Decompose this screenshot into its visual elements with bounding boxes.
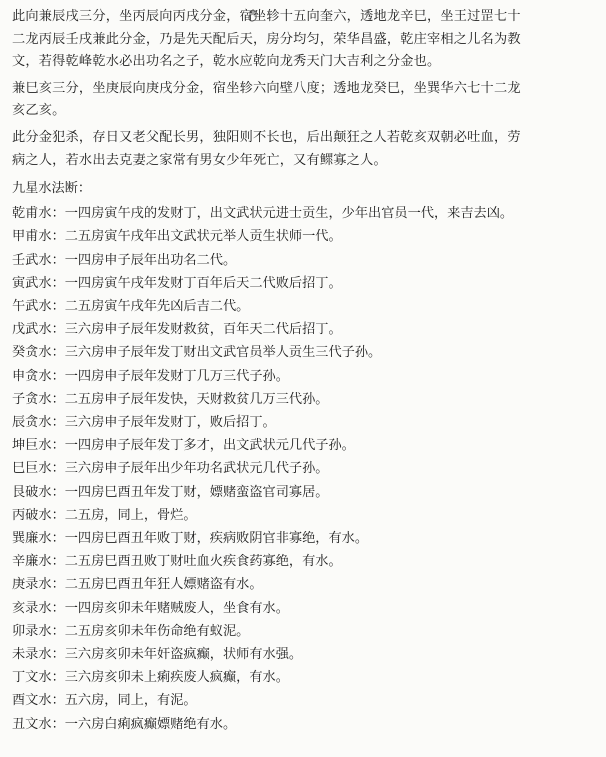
list-item	[12, 597, 588, 620]
item-colon: ：	[51, 531, 65, 546]
item-name: 未录水	[12, 647, 52, 663]
list-item	[12, 573, 588, 596]
item-text: 二五房巳酉丑败丁财吐血火疾食药寡绝，有水。	[64, 554, 342, 570]
item-colon: ：	[51, 623, 65, 639]
list-item	[12, 318, 588, 341]
item-text: 一四房巳酉丑年发丁财，嫖赌蛮盗官司寡居。	[64, 484, 329, 500]
item-name: 庚录水	[12, 577, 52, 593]
item-name: 甲甫水	[12, 229, 52, 245]
item-text: 一六房白痢疯癫嫖赌绝有水。	[64, 716, 237, 732]
item-name: 申贪水	[12, 368, 52, 384]
item-text: 三六房申子辰年发财丁，败后招丁。	[64, 414, 276, 430]
list-item	[12, 643, 588, 666]
item-text: 五六房，同上，有泥。	[64, 693, 197, 709]
list-item	[12, 341, 588, 364]
item-name: 午武水	[12, 298, 52, 314]
item-colon: ：	[51, 252, 65, 268]
item-colon: ：	[51, 670, 65, 686]
item-name: 丁文水	[12, 670, 52, 686]
list-item	[12, 527, 588, 550]
list-item	[12, 550, 588, 573]
paragraph-line: 文，若得乾峰乾水必出功名之子，乾水应乾向龙秀天门大吉利之分金也。	[12, 54, 441, 70]
item-colon: ：	[51, 368, 65, 384]
item-colon: ：	[51, 484, 65, 500]
item-text: 二五房寅午戌年先凶后吉二代。	[64, 298, 250, 314]
item-colon: ：	[51, 298, 65, 314]
item-name: 巳巨水	[12, 461, 52, 477]
item-text: 一四房申子辰年出功名二代。	[64, 252, 237, 268]
list-item	[12, 365, 588, 388]
item-name: 戊武水	[12, 322, 52, 338]
item-colon: ：	[51, 716, 65, 732]
list-item	[12, 202, 588, 225]
list-item	[12, 457, 588, 480]
list-item	[12, 689, 588, 712]
paragraph	[12, 78, 588, 123]
list-item	[12, 249, 588, 272]
item-text: 二五房亥卯未年伤命绝有蚁泥。	[64, 623, 250, 639]
list-item	[12, 434, 588, 457]
item-text: 一四房寅午戌年发财丁百年后天二代败后招丁。	[64, 275, 342, 291]
item-name: 巽廉水	[12, 531, 52, 546]
item-name: 乾甫水	[12, 206, 52, 222]
item-colon: ：	[51, 345, 65, 361]
item-name: 辛廉水	[12, 554, 52, 570]
item-text: 二五房寅午戌年出文武状元举人贡生状师一代。	[64, 229, 342, 245]
paragraph-line: 二龙丙辰壬戌兼此分金，乃是先天配后天，房分均匀，荣华昌盛，乾庄宰相之儿名为教	[12, 31, 521, 47]
item-text: 三六房申子辰年发财救贫，百年天二代后招丁。	[64, 322, 342, 338]
item-name: 坤巨水	[12, 438, 52, 454]
item-colon: ：	[51, 507, 65, 523]
item-colon: ：	[51, 206, 65, 222]
intro-paragraphs	[12, 6, 588, 172]
item-text: 一四房申子辰年发丁多才，出文武状元几代子孙。	[64, 438, 355, 454]
list-item	[12, 620, 588, 643]
list-item	[12, 272, 588, 295]
item-text: 三六房申子辰年发丁财出文武官员举人贡生三代子孙。	[64, 345, 382, 361]
paragraph	[12, 6, 588, 74]
list-item	[12, 666, 588, 689]
item-colon: ：	[51, 693, 65, 709]
item-text: 一四房亥卯未年赌贼废人，坐食有水。	[64, 600, 289, 616]
item-colon: ：	[51, 391, 65, 407]
list-item	[12, 713, 588, 736]
list-item	[12, 295, 588, 318]
paragraph-line: 兼巳亥三分，坐庚辰向庚戌分金，宿坐轸六向壁八度；透地龙癸巳，坐巽华六七十二龙	[12, 80, 521, 96]
item-colon: ：	[51, 322, 65, 338]
item-colon: ：	[51, 414, 65, 430]
item-name: 丑文水	[12, 716, 52, 732]
item-name: 子贪水	[12, 391, 52, 407]
item-text: 二五房巳酉丑年狂人嫖赌盗有水。	[64, 577, 263, 593]
item-text: 三六房亥卯未年奸盗疯癫，状师有水强。	[64, 647, 303, 663]
list-item	[12, 481, 588, 504]
item-name: 卯录水	[12, 623, 52, 639]
item-text: 一四房巳酉丑年败丁财，疾病败阴官非寡绝，有水。	[64, 531, 369, 546]
hand-cursor-icon	[246, 8, 260, 22]
paragraph-line: 此分金犯杀，存日又老父配长男，独阳则不长也，后出颠狂之人若乾亥双朝必吐血，劳	[12, 129, 521, 145]
item-colon: ：	[51, 438, 65, 454]
item-text: 一四房申子辰年发财丁几万三代子孙。	[64, 368, 289, 384]
item-name: 酉文水	[12, 693, 52, 709]
paragraph	[12, 127, 588, 172]
item-colon: ：	[51, 275, 65, 291]
item-name: 壬武水	[12, 252, 52, 268]
item-name: 寅武水	[12, 275, 52, 291]
list-item	[12, 388, 588, 411]
item-text: 三六房亥卯未上痢疾废人疯癫，有水。	[64, 670, 289, 686]
paragraph-line: 病之人，若水出去克妻之家常有男女少年死亡，又有鳏寡之人。	[12, 152, 387, 168]
item-colon: ：	[51, 229, 65, 245]
item-name: 辰贪水	[12, 414, 52, 430]
item-text: 三六房申子辰年出少年功名武状元几代子孙。	[64, 461, 329, 477]
item-name: 丙破水	[12, 507, 52, 523]
item-text: 二五房申子辰年发快，天财救贫几万三代孙。	[64, 391, 329, 407]
water-method-list	[12, 202, 588, 736]
item-name: 艮破水	[12, 484, 52, 500]
item-colon: ：	[51, 554, 65, 570]
list-item	[12, 504, 588, 527]
paragraph-line: 亥乙亥。	[12, 103, 66, 119]
item-colon: ：	[51, 461, 65, 477]
item-name: 癸贪水	[12, 345, 52, 361]
list-item	[12, 411, 588, 434]
item-text: 一四房寅午戌的发财丁，出文武状元进士贡生，少年出官员一代，来吉去凶。	[64, 206, 514, 222]
section-title: 九星水法断：	[12, 181, 92, 197]
item-text: 二五房，同上，骨烂。	[64, 507, 197, 523]
item-name: 亥录水	[12, 600, 52, 616]
paragraph-line: 此向兼辰戌三分，坐丙辰向丙戌分金，宿坐轸十五向奎六，透地龙辛巳，坐王过罡七十	[12, 9, 521, 24]
item-colon: ：	[51, 647, 65, 663]
list-item	[12, 225, 588, 248]
item-colon: ：	[51, 600, 65, 616]
item-colon: ：	[51, 577, 65, 593]
